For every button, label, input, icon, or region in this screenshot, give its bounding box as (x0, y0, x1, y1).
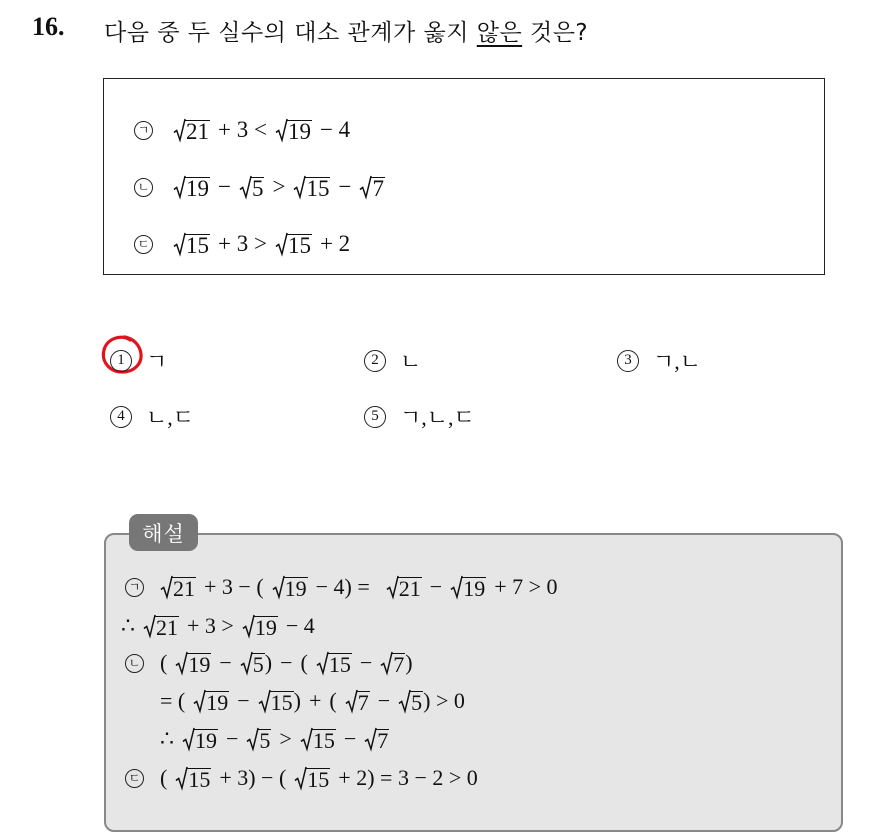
radicand: 21 (173, 575, 195, 601)
radicand: 21 (156, 614, 178, 640)
choice-number: 4 (110, 406, 132, 428)
sqrt (173, 175, 210, 200)
radicand: 15 (186, 232, 209, 258)
statement-label: ㄱ (134, 121, 153, 140)
choice-number: 1 (110, 350, 132, 372)
sqrt (293, 175, 330, 200)
statement-b: ㄴ 19 − 5 > 15 − 7 (134, 174, 385, 200)
choice-number: 5 (364, 406, 386, 428)
radicand: 15 (270, 689, 293, 715)
radicand: 5 (411, 689, 423, 715)
sqrt (182, 727, 218, 752)
solution-line-3: ㄴ ( 19 − 5 ) − ( 15 − 7 ) (125, 650, 413, 676)
sqrt (240, 651, 265, 676)
choice-number: 2 (364, 350, 386, 372)
sqrt (175, 651, 211, 676)
underlined-word: 않은 (476, 20, 523, 46)
radicand: 7 (393, 651, 405, 677)
statement-c: ㄷ 15 + 3 > 15 + 2 (134, 231, 350, 257)
radicand: 5 (251, 175, 264, 201)
radicand: 19 (287, 118, 311, 144)
sqrt (258, 689, 294, 714)
statement-label: ㄴ (134, 178, 153, 197)
sqrt (275, 118, 312, 143)
sqrt (246, 727, 271, 752)
choice-1[interactable] (110, 345, 167, 376)
radicand: 7 (377, 727, 389, 753)
sqrt (345, 689, 370, 714)
radicand: 19 (186, 175, 209, 201)
solution-line-2: ∴ 21 + 3 > 19 − 4 (121, 613, 315, 640)
sqrt (242, 614, 278, 639)
choice-answer: ㄱ,ㄴ,ㄷ (400, 405, 475, 430)
radicand: 15 (287, 232, 311, 258)
sqrt (143, 614, 179, 639)
sqrt (294, 766, 330, 791)
sqrt (300, 727, 336, 752)
radicand: 15 (312, 727, 335, 753)
radicand: 7 (372, 175, 384, 201)
choice-answer: ㄴ,ㄷ (146, 405, 195, 430)
sqrt (450, 575, 486, 600)
radicand: 15 (188, 766, 211, 792)
choice-4[interactable] (110, 401, 194, 432)
solution-tag: 해설 (129, 514, 198, 551)
sqrt (359, 175, 385, 200)
solution-line-5: ∴ 19 − 5 > 15 − 7 (160, 726, 389, 753)
sqrt (173, 232, 210, 257)
solution-line-6: ㄷ ( 15 + 3) − ( 15 + 2) = 3 − 2 > 0 (125, 765, 478, 791)
sqrt (239, 175, 265, 200)
sqrt (380, 651, 405, 676)
statement-label: ㄷ (134, 235, 153, 254)
question-text: 다음 중 두 실수의 대소 관계가 옳지 않은 것은? (104, 20, 589, 46)
sqrt (272, 575, 308, 600)
radicand: 5 (252, 651, 264, 677)
sqrt (386, 575, 422, 600)
choice-3[interactable] (617, 345, 701, 376)
radicand: 15 (328, 651, 351, 677)
choice-2[interactable] (364, 345, 421, 376)
radicand: 15 (306, 175, 330, 201)
radicand: 19 (206, 689, 229, 715)
radicand: 19 (195, 727, 217, 753)
sqrt (316, 651, 352, 676)
sqrt (160, 575, 196, 600)
radicand: 19 (463, 575, 486, 601)
solution-line-4: = ( 19 − 15 ) + ( 7 − 5 ) > 0 (160, 688, 465, 715)
sqrt (398, 689, 423, 714)
radicand: 5 (259, 727, 271, 753)
choice-answer: ㄱ (146, 349, 168, 374)
choice-number: 3 (617, 350, 639, 372)
sqrt (193, 689, 229, 714)
solution-line-1: ㄱ 21 + 3 − ( 19 − 4) = 21 − 19 + 7 > 0 (125, 574, 558, 600)
radicand: 7 (357, 689, 369, 715)
sqrt (173, 118, 210, 143)
choice-5[interactable] (364, 401, 475, 432)
sqrt (175, 766, 211, 791)
radicand: 19 (188, 651, 211, 677)
question-number: 16. (32, 12, 65, 41)
choice-answer: ㄴ (400, 349, 422, 374)
radicand: 19 (284, 575, 307, 601)
radicand: 15 (307, 766, 330, 792)
statement-a: ㄱ 21 + 3 < 19 − 4 (134, 117, 350, 143)
sqrt (275, 232, 312, 257)
radicand: 19 (254, 614, 277, 640)
radicand: 21 (398, 575, 421, 601)
choice-answer: ㄱ,ㄴ (653, 349, 702, 374)
radicand: 21 (186, 118, 209, 144)
sqrt (364, 727, 389, 752)
